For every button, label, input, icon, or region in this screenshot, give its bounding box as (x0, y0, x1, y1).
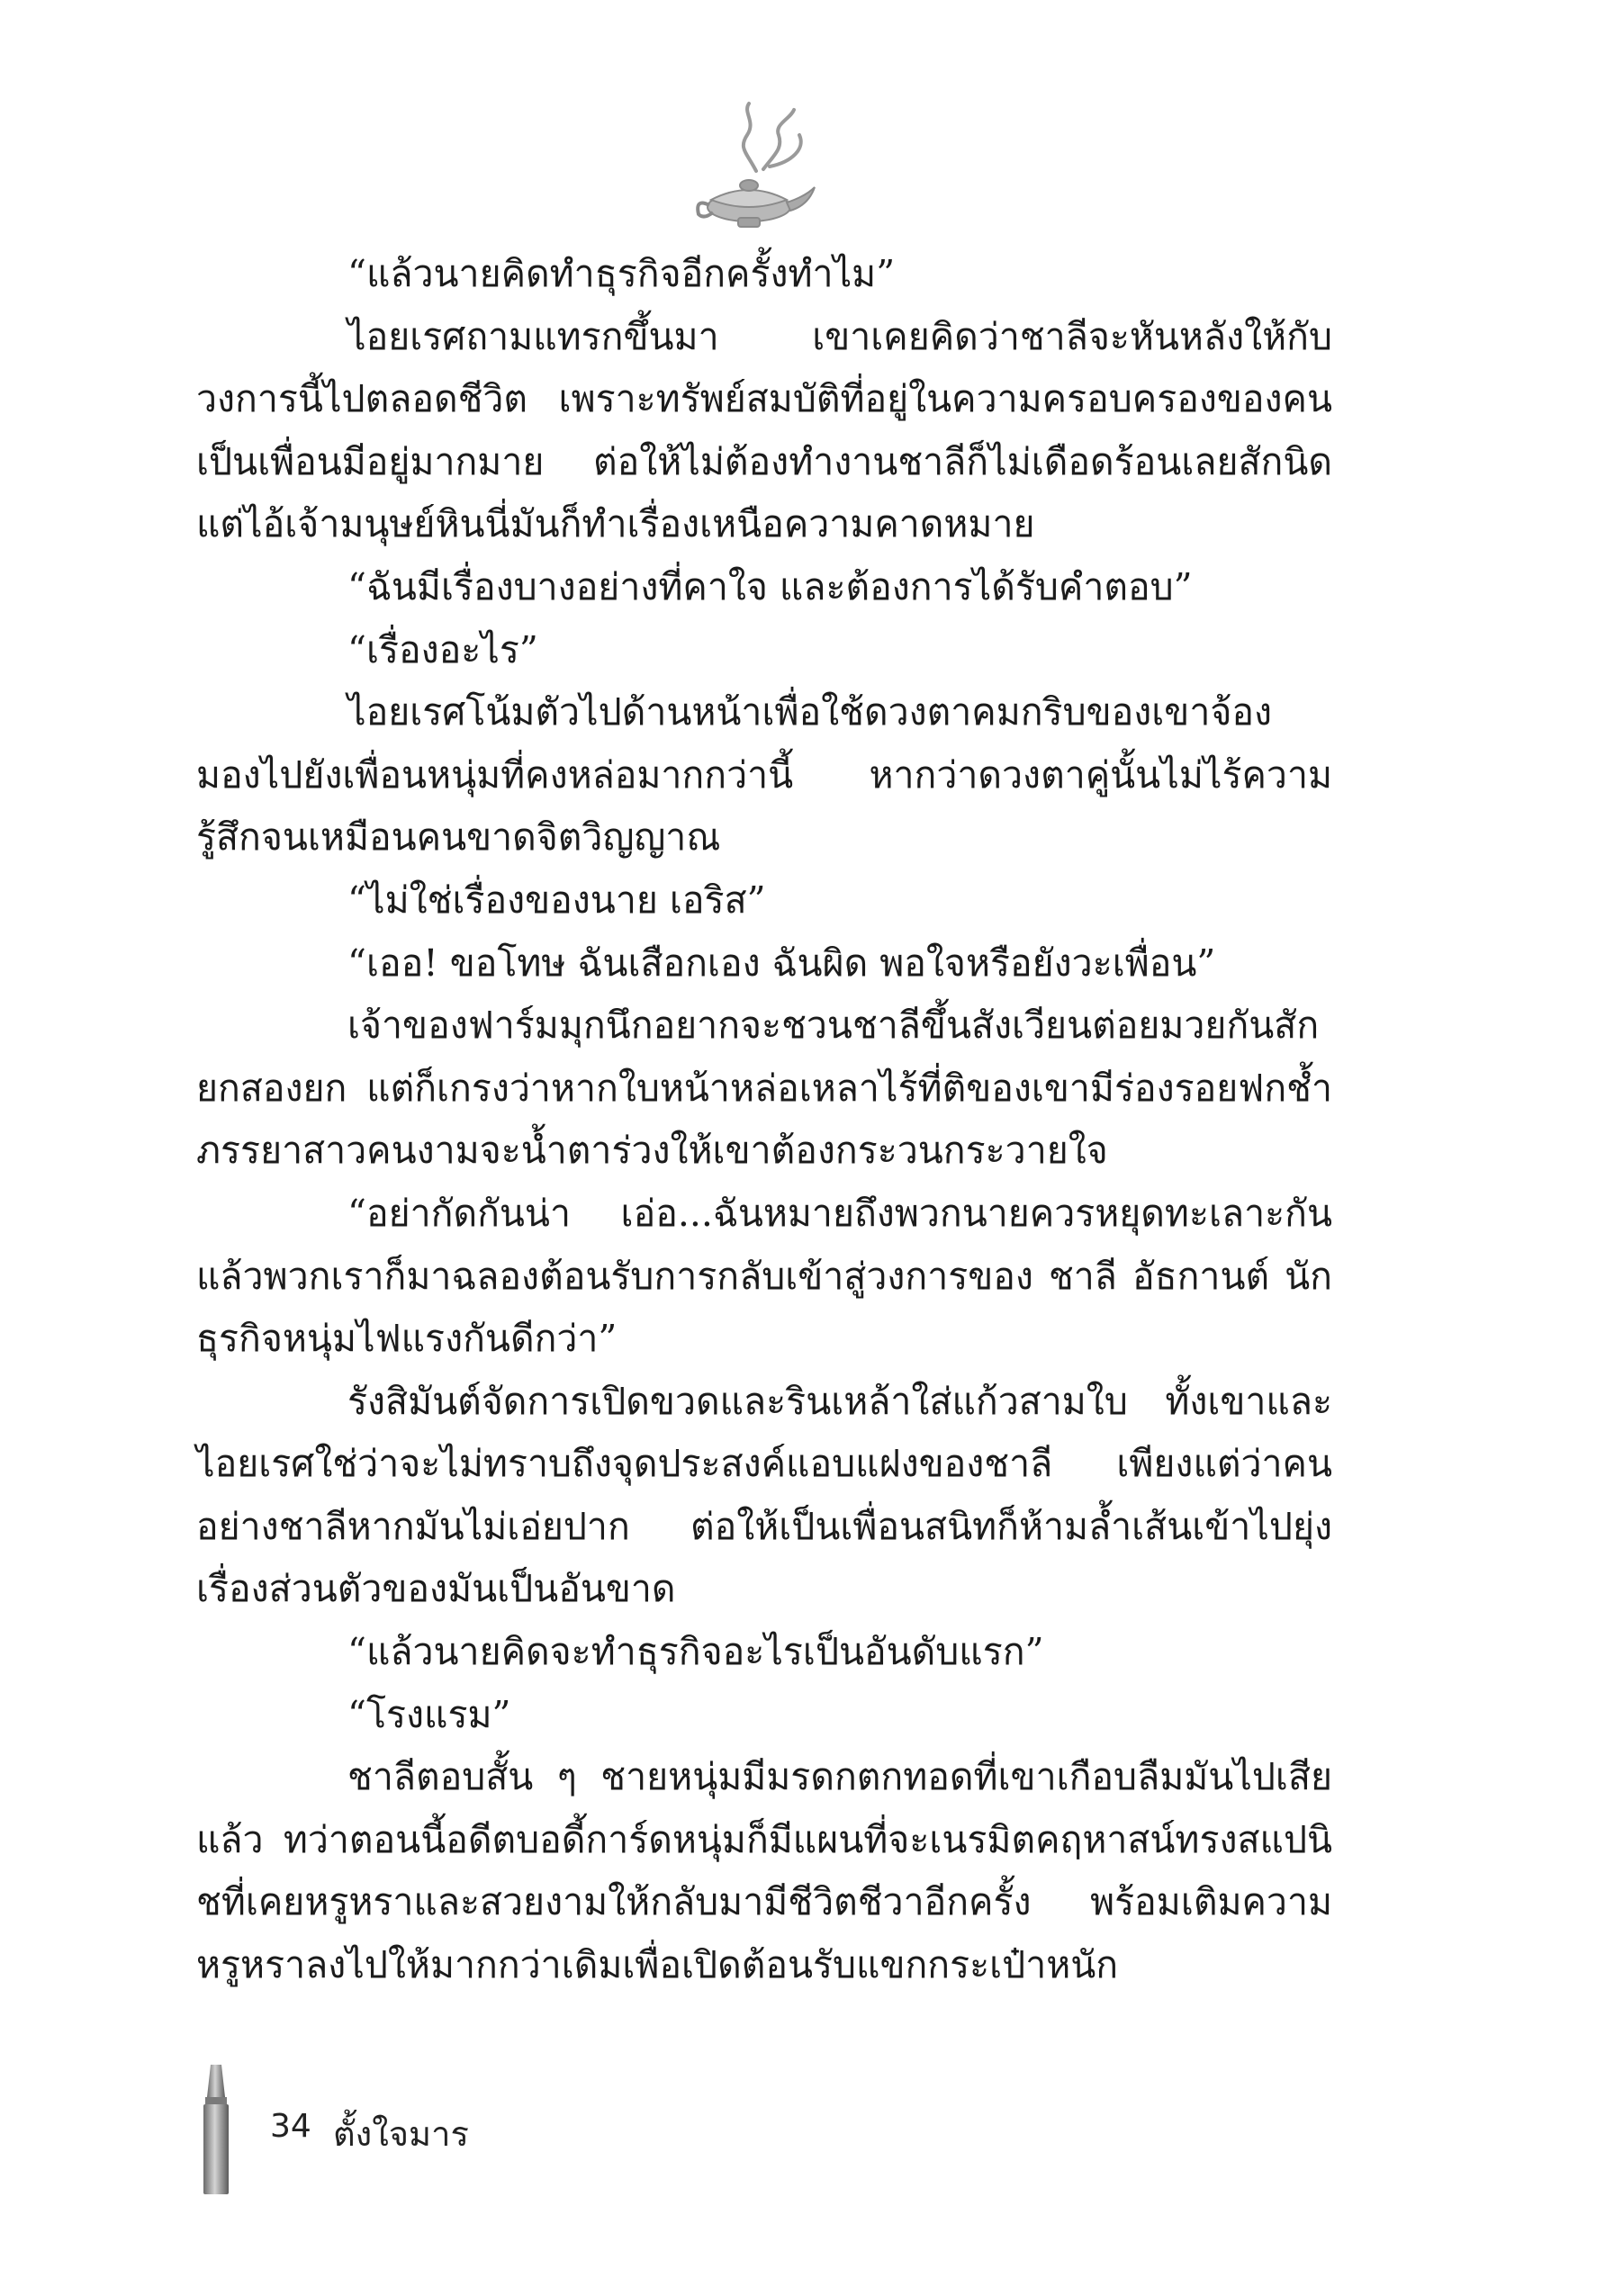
paragraph: ชาลีตอบสั้น ๆ ชายหนุ่มมีมรดกตกทอดที่เขาเกือบลืมมันไปเสียแล้ว ทว่าตอนนี้อดีตบอดี้การ์ดหนุ่มก็มีแผนที่จะเนรมิตคฤหาสน์ทรงสแปนิชที่เคยหรูหราและสวยงามให้กลับมามีชีวิตชีวาอีกครั้ง พร้อมเติมความหรูหราลงไปให้มากกว่าเดิมเพื่อเปิดต้อนรับแขกกระเป๋าหนัก (196, 1755, 1332, 1987)
paragraph: ไอยเรศถามแทรกขึ้นมา เขาเคยคิดว่าชาลีจะหันหลังให้กับวงการนี้ไปตลอดชีวิต เพราะทรัพย์สมบัติที่อยู่ในความครอบครองของคนเป็นเพื่อนมีอยู่มากมาย ต่อให้ไม่ต้องทำงานชาลีก็ไม่เดือดร้อนเลยสักนิด แต่ไอ้เจ้ามนุษย์หินนี่มันก็ทำเรื่องเหนือความคาดหมาย (196, 314, 1332, 546)
paragraph: “ฉันมีเรื่องบางอย่างที่คาใจ และต้องการได้รับคำตอบ” (347, 564, 1193, 608)
story-body (196, 243, 1332, 1997)
paragraph: “แล้วนายคิดจะทำธุรกิจอะไรเป็นอันดับแรก” (347, 1630, 1044, 1674)
page-footer (189, 2061, 639, 2196)
paragraph: “โรงแรม” (347, 1692, 511, 1736)
paragraph: รังสิมันต์จัดการเปิดขวดและรินเหล้าใส่แก้วสามใบ ทั้งเขาและไอยเรศใช่ว่าจะไม่ทราบถึงจุดประสงค์แอบแฝงของชาลี เพียงแต่ว่าคนอย่างชาลีหากมันไม่เอ่ยปาก ต่อให้เป็นเพื่อนสนิทก็ห้ามล้ำเส้นเข้าไปยุ่งเรื่องส่วนตัวของมันเป็นอันขาด (196, 1379, 1332, 1611)
paragraph: เจ้าของฟาร์มมุกนึกอยากจะชวนชาลีขึ้นสังเวียนต่อยมวยกันสักยกสองยก แต่ก็เกรงว่าหากใบหน้าหล่อเหลาไร้ที่ติของเขามีร่องรอยฟกช้ำ ภรรยาสาวคนงามจะน้ำตาร่วงให้เขาต้องกระวนกระวายใจ (196, 1004, 1332, 1173)
paragraph: ไอยเรศโน้มตัวไปด้านหน้าเพื่อใช้ดวงตาคมกริบของเขาจ้องมองไปยังเพื่อนหนุ่มที่คงหล่อมากกว่านี้ หากว่าดวงตาคู่นั้นไม่ไร้ความรู้สึกจนเหมือนคนขาดจิตวิญญาณ (196, 690, 1332, 860)
lipstick-icon (198, 2061, 234, 2196)
paragraph: “เรื่องอะไร” (347, 627, 538, 671)
book-title: ตั้งใจมาร (333, 2114, 469, 2154)
paragraph: “แล้วนายคิดทำธุรกิจอีกครั้งทำไม” (347, 252, 896, 295)
page-number: 34 (270, 2108, 311, 2145)
genie-lamp-icon (693, 99, 819, 234)
paragraph: “ไม่ใช่เรื่องของนาย เอริส” (347, 878, 766, 922)
paragraph: “เออ! ขอโทษ ฉันเสือกเอง ฉันผิด พอใจหรือยังวะเพื่อน” (347, 941, 1216, 985)
paragraph: “อย่ากัดกันน่า เอ่อ...ฉันหมายถึงพวกนายควรหยุดทะเลาะกันแล้วพวกเราก็มาฉลองต้อนรับการกลับเข้าสู่วงการของ ชาลี อัธกานต์ นักธุรกิจหนุ่มไฟแรงกันดีกว่า” (196, 1191, 1332, 1361)
